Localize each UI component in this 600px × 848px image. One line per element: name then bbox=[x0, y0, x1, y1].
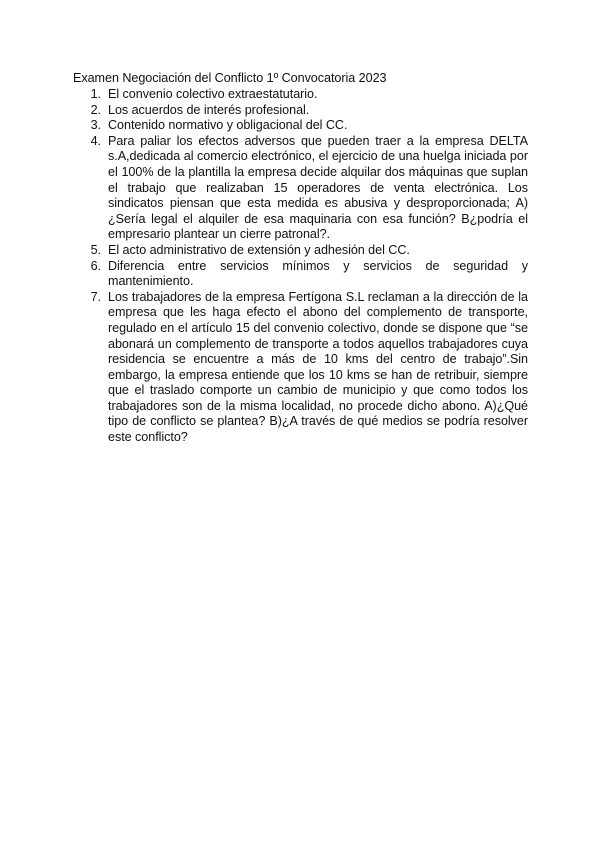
question-item-2 bbox=[88, 103, 528, 119]
question-text: El acto administrativo de extensión y adhesión del CC. bbox=[108, 242, 410, 257]
question-item-7 bbox=[88, 290, 528, 446]
question-number: 6. bbox=[90, 258, 101, 273]
question-text: Los acuerdos de interés profesional. bbox=[108, 102, 310, 117]
question-item-3 bbox=[88, 118, 528, 134]
question-item-1 bbox=[88, 87, 528, 103]
question-number: 3. bbox=[90, 118, 101, 133]
question-text: El convenio colectivo extraestatutario. bbox=[108, 87, 318, 101]
question-number: 7. bbox=[90, 289, 101, 304]
question-text: Contenido normativo y obligacional del CC. bbox=[108, 118, 348, 133]
question-number: 5. bbox=[90, 242, 101, 257]
question-number: 1. bbox=[90, 87, 101, 101]
question-number: 4. bbox=[90, 133, 101, 148]
question-item-6 bbox=[88, 259, 528, 290]
question-text: Para paliar los efectos adversos que pueden traer a la empresa DELTA s.A,dedicada al comercio electrónico, el ejercicio de una huelga iniciada por el 100% de la plantilla la empresa decide alquilar dos máquinas que suplan el trabajo que realizaban 15 operadores de venta electrónica. Los sindicatos piensan que esta medida es abusiva y desproporcionada; A)¿Sería legal el alquiler de esa maquinaria con esa función? B¿podría el empresario plantear un cierre patronal?. bbox=[108, 133, 528, 242]
question-text: Los trabajadores de la empresa Fertígona S.L reclaman a la dirección de la empresa que les haga efecto el abono del complemento de transporte, regulado en el artículo 15 del convenio colectivo, donde se dispone que “se abonará un complemento de transporte a todos aquellos trabajadores cuya residencia se encuentre a más de 10 kms del centro de trabajo”.Sin embargo, la empresa entiende que los 10 kms se han de retribuir, siempre que el traslado comporte un cambio de municipio y que como todos los trabajadores son de la misma localidad, no procede dicho abono. A)¿Qué tipo de conflicto se plantea? B)¿A través de qué medios se podría resolver este conflicto? bbox=[108, 289, 528, 445]
question-number: 2. bbox=[90, 102, 101, 117]
question-item-5 bbox=[88, 243, 528, 259]
question-text: Diferencia entre servicios mínimos y servicios de seguridad y mantenimiento. bbox=[108, 258, 528, 289]
document-title: Examen Negociación del Conflicto 1º Convocatoria 2023 bbox=[73, 71, 387, 85]
question-list bbox=[88, 87, 528, 446]
question-item-4 bbox=[88, 134, 528, 243]
